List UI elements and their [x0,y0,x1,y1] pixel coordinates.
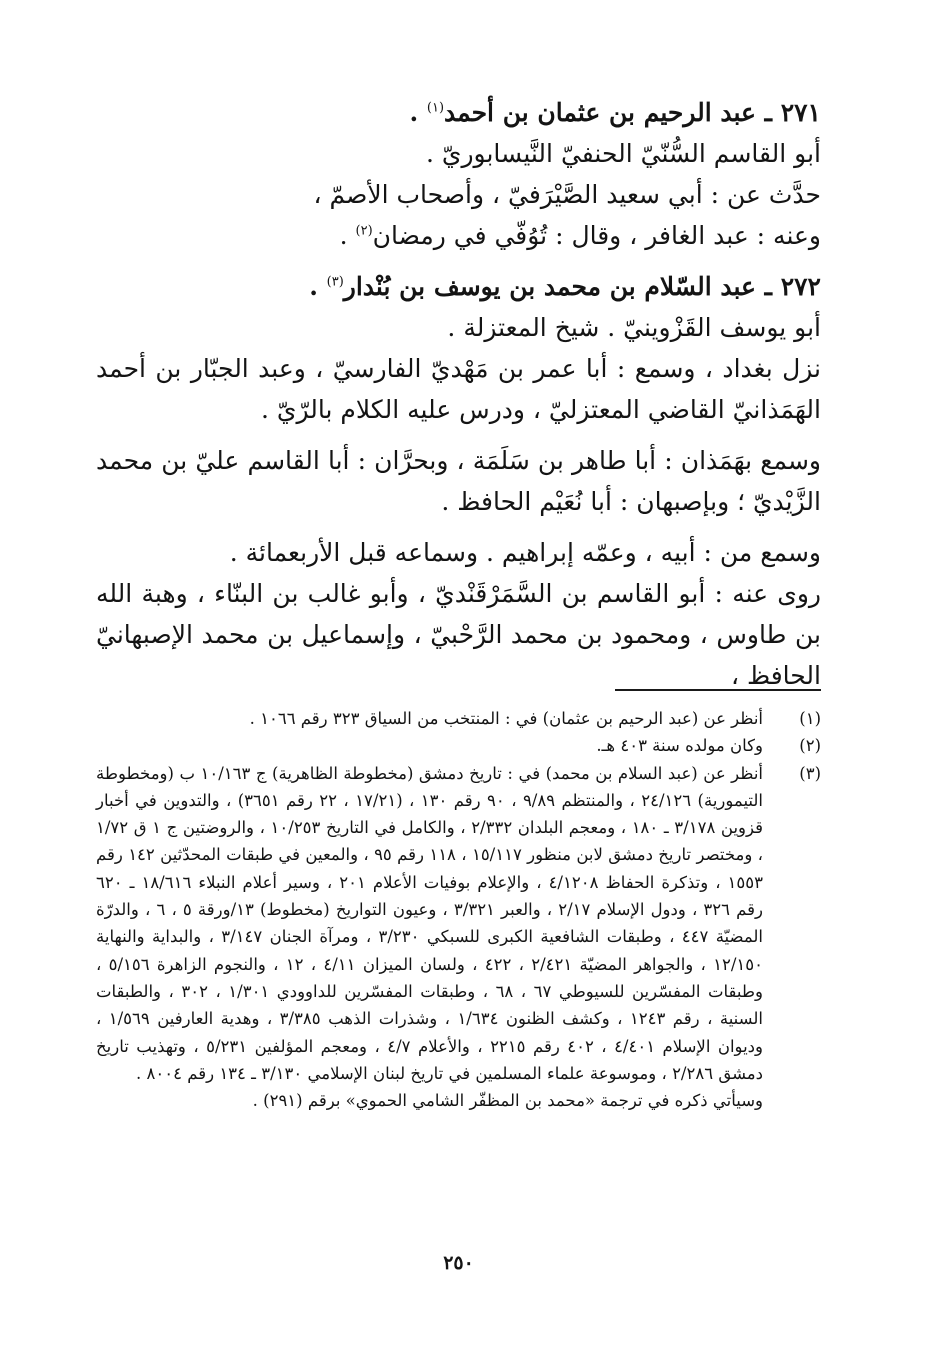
entry-272-paragraph: وسمع بهَمَذان : أبا طاهر بن سَلَمَة ، وبحرَّان : أبا القاسم عليّ بن محمد الزَّيْديّ ؛ وبإصبهان : أبا نُعَيْم الحافظ . [96,446,821,516]
entry-272-paragraph: أبو يوسف القَزْوينيّ . شيخ المعتزلة . [447,313,821,342]
footnote-text: وكان مولده سنة ٤٠٣ هـ. [596,736,763,756]
footnote-1 [96,705,821,732]
entry-heading-271-text: ٢٧١ ـ عبد الرحيم بن عثمان بن أحمد [444,98,821,127]
footnote-number: (٣) [799,763,821,783]
entry-271-last-line-text: وعنه : عبد الغافر ، وقال : تُوُفّي في رمضان [372,221,821,250]
footnote-text: أنظر عن (عبد السلام بن محمد) في : تاريخ دمشق (مخطوطة الظاهرية) ج ١٠/١٦٣ ب (ومخطوطة التيمورية) ٢٤/١٢٦ ، والمنتظم ٩/٨٩ ، ٩٠ رقم ١٣٠ ، (١٧/٢١ ، ٢٢ رقم ٣٦٥١) ، والتدوين في أخبار قزوين ٣/١٧٨ ـ ١٨٠ ، ومعجم البلدان ٢/٣٣٢ ، والكامل في التاريخ ١٠/٢٥٣ ، والروضتين ج ١ ق ١/٧٢ ، ومختصر تاريخ دمشق لابن منظور ١٥/١١٧ ، ١١٨ رقم ٩٥ ، والمعين في طبقات المحدّثين ١٤٢ رقم ١٥٥٣ ، وتذكرة الحفاظ ٤/١٢٠٨ ، والإعلام بوفيات الأعلام ٢٠١ ، وسير أعلام النبلاء ١٨/٦١٦ ـ ٦٢٠ رقم ٣٢٦ ، ودول الإسلام ٢/١٧ ، والعبر ٣/٣٢١ ، وعيون التواريخ (مخطوط) ١٣/ورقة ٥ ، ٦ ، والدرّة المضيّة ٤٤٧ ، وطبقات الشافعية الكبرى للسبكي ٣/٢٣٠ ، ومرآة الجنان ٣/١٤٧ ، والبداية والنهاية ١٢/١٥٠ ، والجواهر المضيّة ٢/٤٢١ ، ٤٢٢ ، ولسان الميزان ٤/١١ ، ١٢ ، والنجوم الزاهرة ٥/١٥٦ ، وطبقات المفسّرين للسيوطي ٦٧ ، ٦٨ ، وطبقات المفسّرين للداوودي ١/٣٠١ ، ٣٠٢ ، والطبقات السنية ، رقم ١٢٤٣ ، وكشف الظنون ١/٦٣٤ ، وشذرات الذهب ٣/٣٨٥ ، وهدية العارفين ١/٥٦٩ ، وديوان الإسلام ٤/٤٠١ ، ٤٠٢ رقم ٢٢١٥ ، والأعلام ٤/٧ ، ومعجم المؤلفين ٥/٢٣١ ، وتهذيب تاريخ دمشق ٢/٢٨٦ ، وموسوعة علماء المسلمين في تاريخ لبنان الإسلامي ٣/١٣٠ ـ ١٣٤ رقم ٨٠٠٤ . [96,763,764,1083]
footnote-separator [615,689,821,691]
footnotes [96,705,821,1114]
footnote-ref-1: (١) [426,100,445,116]
footnote-number: (١) [799,709,821,728]
footnote-3 [96,760,821,1088]
entry-heading-272-end: . [309,272,327,301]
footnote-ref-2: (٢) [355,223,373,239]
footnote-continuation: وسيأتي ذكره في ترجمة «محمد بن المظفّر الشامي الحموي» برقم (٢٩١) . [252,1091,763,1111]
book-page [96,92,821,1312]
entry-272-paragraph: روى عنه : أبو القاسم بن السَّمَرْقَنْديّ ، وأبو غالب بن البنّاء ، وهبة الله بن طاوس ، ومحمود بن محمد الرَّحْبيّ ، وإسماعيل بن محمد الإصبهانيّ الحافظ ، [96,579,821,690]
page-number: ٢٥٠ [443,1252,474,1274]
entry-271-last-line-end: . [339,221,356,250]
footnote-number: (٢) [799,736,821,756]
entry-272-paragraph: نزل بغداد ، وسمع : أبا عمر بن مَهْديّ الفارسيّ ، وعبد الجبّار بن أحمد الهَمَذانيّ القاضي المعتزليّ ، ودرس عليه الكلام بالرّيّ . [96,354,821,424]
entry-heading-272-text: ٢٧٢ ـ عبد السّلام بن محمد بن يوسف بن بُنْدار [343,272,821,301]
entry-271-line: أبو القاسم السُّنّيّ الحنفيّ النَّيسابوريّ . [426,139,821,168]
entry-heading-271 [96,92,821,133]
entry-heading-271-end: . [409,98,427,127]
entry-271-line: حدَّث عن : أبي سعيد الصَّيْرَفيّ ، وأصحاب الأصمّ ، [313,180,821,209]
entry-272-paragraph: وسمع من : أبيه ، وعمّه إبراهيم . وسماعه قبل الأربعمائة . [229,538,821,567]
footnote-ref-3: (٣) [326,274,344,290]
footnote-2 [96,732,821,759]
entry-heading-272 [96,266,821,307]
entry-271-last-line [96,215,821,256]
footnote-text: أنظر عن (عبد الرحيم بن عثمان) في : المنتخب من السياق ٣٢٣ رقم ١٠٦٦ . [249,709,763,728]
main-text [96,92,821,696]
